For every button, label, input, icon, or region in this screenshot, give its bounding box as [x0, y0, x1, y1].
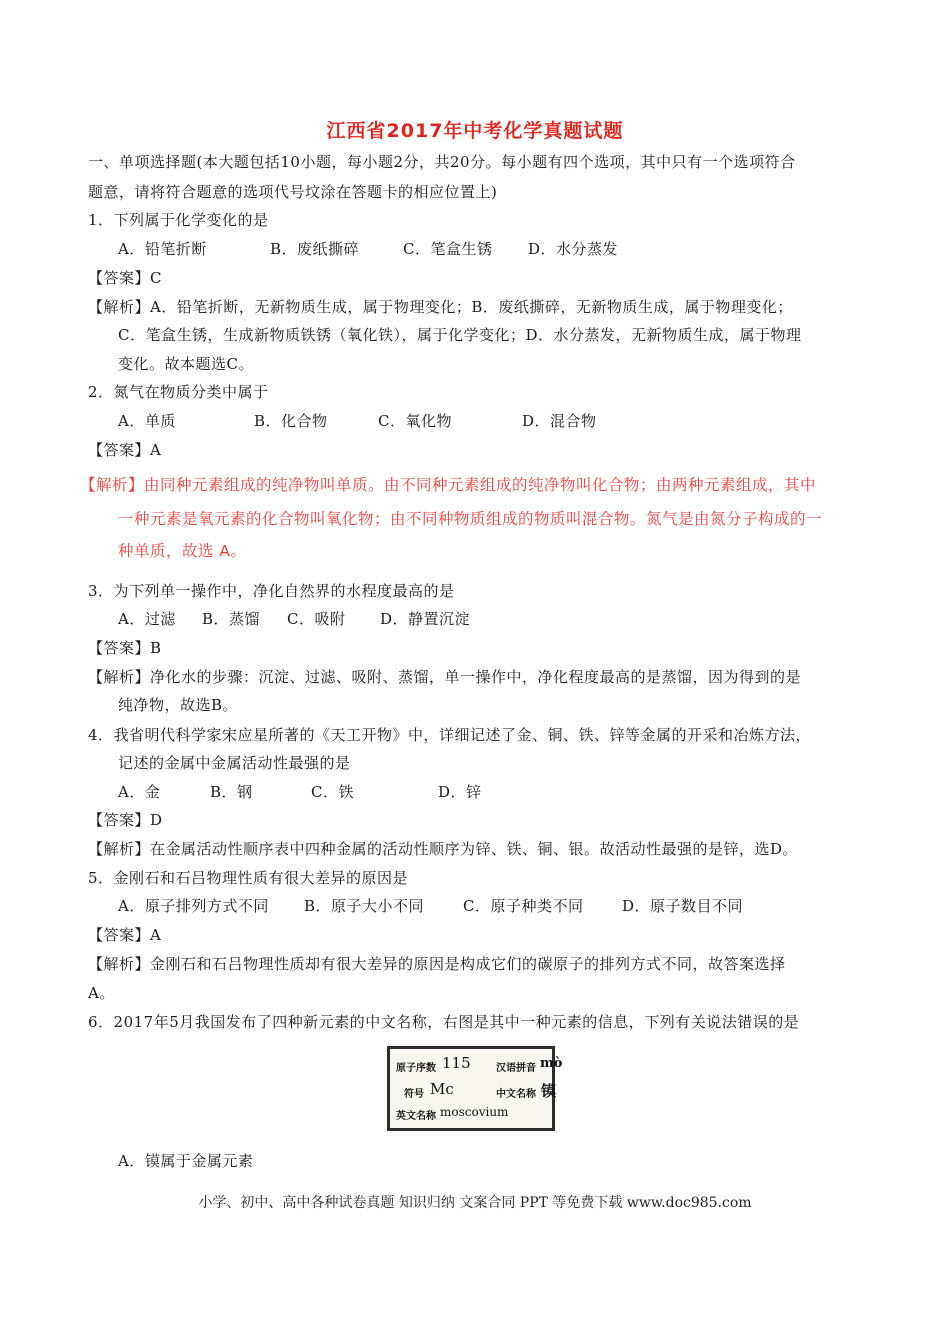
question-1-option-b: B．废纸撕碎	[270, 240, 360, 258]
question-1-analysis-line-3: 变化。故本题选C。	[118, 355, 254, 373]
question-5-answer: 【答案】A	[88, 926, 162, 944]
question-5-stem: 5．金刚石和石吕物理性质有很大差异的原因是	[88, 869, 409, 887]
question-6-stem: 6．2017年5月我国发布了四种新元素的中文名称，右图是其中一种元素的信息，下列有关说法错误的是	[88, 1013, 800, 1031]
question-1-answer: 【答案】C	[88, 269, 162, 287]
question-1-analysis-line-1: 【解析】A．铅笔折断，无新物质生成，属于物理变化；B．废纸撕碎，无新物质生成，属于物理变化；	[88, 298, 793, 316]
question-1-analysis-line-2: C．笔盒生锈，生成新物质铁锈（氧化铁），属于化学变化；D．水分蒸发，无新物质生成，属于物理	[118, 326, 802, 344]
question-1-stem: 1．下列属于化学变化的是	[88, 211, 269, 229]
question-5-analysis-line-2: A。	[88, 984, 115, 1002]
question-4-option-b: B．钢	[210, 783, 253, 801]
symbol-label: 符号	[404, 1089, 424, 1100]
question-3-analysis-line-1: 【解析】净化水的步骤：沉淀、过滤、吸附、蒸馏，单一操作中，净化程度最高的是蒸馏，因为得到的是	[88, 668, 802, 686]
question-1-option-c: C．笔盒生锈	[403, 240, 493, 258]
question-2-option-a: A．单质	[118, 412, 176, 430]
question-4-option-c: C．铁	[311, 783, 354, 801]
atomic-number-value: 115	[442, 1054, 471, 1072]
question-4-stem-line-1: 4．我省明代科学家宋应星所著的《天工开物》中，详细记述了金、铜、铁、锌等金属的开采和冶炼方法，	[88, 726, 812, 744]
section-heading-line-1: 一、单项选择题(本大题包括10小题，每小题2分，共20分。每小题有四个选项，其中只有一个选项符合	[88, 153, 796, 171]
question-3-answer: 【答案】B	[88, 639, 162, 657]
question-5-option-b: B．原子大小不同	[304, 897, 425, 915]
question-3-option-d: D．静置沉淀	[380, 610, 471, 628]
pinyin-label: 汉语拼音	[496, 1063, 536, 1074]
question-2-stem: 2．氮气在物质分类中属于	[88, 383, 269, 401]
question-4-option-d: D．锌	[438, 783, 482, 801]
chinese-name-value: 镆	[541, 1082, 557, 1100]
question-1-option-d: D．水分蒸发	[528, 240, 619, 258]
question-2-answer: 【答案】A	[88, 441, 162, 459]
question-2-option-c: C．氧化物	[378, 412, 452, 430]
question-3-option-a: A．过滤	[118, 610, 176, 628]
question-4-analysis-line-1: 【解析】在金属活动性顺序表中四种金属的活动性顺序为锌、铁、铜、银。故活动性最强的是锌，选D。	[88, 840, 799, 858]
question-2-option-d: D．混合物	[522, 412, 597, 430]
question-3-analysis-line-2: 纯净物，故选B。	[118, 696, 239, 714]
question-2-analysis-line-2: 一种元素是氧元素的化合物叫氧化物；由不同种物质组成的物质叫混合物。氮气是由氮分子构成的一	[118, 510, 823, 528]
question-5-option-a: A．原子排列方式不同	[118, 897, 269, 915]
question-4-stem-line-2: 记述的金属中金属活动性最强的是	[118, 754, 351, 772]
english-name-value: moscovium	[440, 1105, 509, 1119]
question-2-analysis-line-3: 种单质，故选 A。	[118, 542, 247, 560]
question-5-option-c: C．原子种类不同	[463, 897, 584, 915]
question-3-option-b: B．蒸馏	[202, 610, 261, 628]
atomic-number-label: 原子序数	[396, 1063, 436, 1074]
question-5-analysis-line-1: 【解析】金刚石和石吕物理性质却有很大差异的原因是构成它们的碳原子的排列方式不同，故答案选择	[88, 955, 786, 973]
page-title: 江西省2017年中考化学真题试题	[326, 120, 624, 142]
question-6-option-a: A．镆属于金属元素	[118, 1152, 254, 1170]
page-footer: 小学、初中、高中各种试卷真题 知识归纳 文案合同 PPT 等免费下载 www.doc985.com	[198, 1195, 752, 1211]
question-3-option-c: C．吸附	[287, 610, 346, 628]
question-3-stem: 3．为下列单一操作中，净化自然界的水程度最高的是	[88, 582, 455, 600]
question-5-option-d: D．原子数目不同	[622, 897, 744, 915]
element-info-card	[387, 1046, 563, 1131]
question-2-analysis-line-1: 【解析】由同种元素组成的纯净物叫单质。由不同种元素组成的纯净物叫化合物；由两种元素组成，其中	[80, 476, 817, 494]
question-4-answer: 【答案】D	[88, 811, 163, 829]
chinese-name-label: 中文名称	[496, 1089, 536, 1100]
question-1-option-a: A．铅笔折断	[118, 240, 207, 258]
english-name-label: 英文名称	[396, 1111, 436, 1122]
section-heading-line-2: 题意，请将符合题意的选项代号坟涂在答题卡的相应位置上)	[88, 183, 498, 201]
question-4-option-a: A．金	[118, 783, 161, 801]
question-2-option-b: B．化合物	[254, 412, 328, 430]
symbol-value: Mc	[430, 1080, 454, 1098]
pinyin-value: mò	[540, 1056, 563, 1071]
